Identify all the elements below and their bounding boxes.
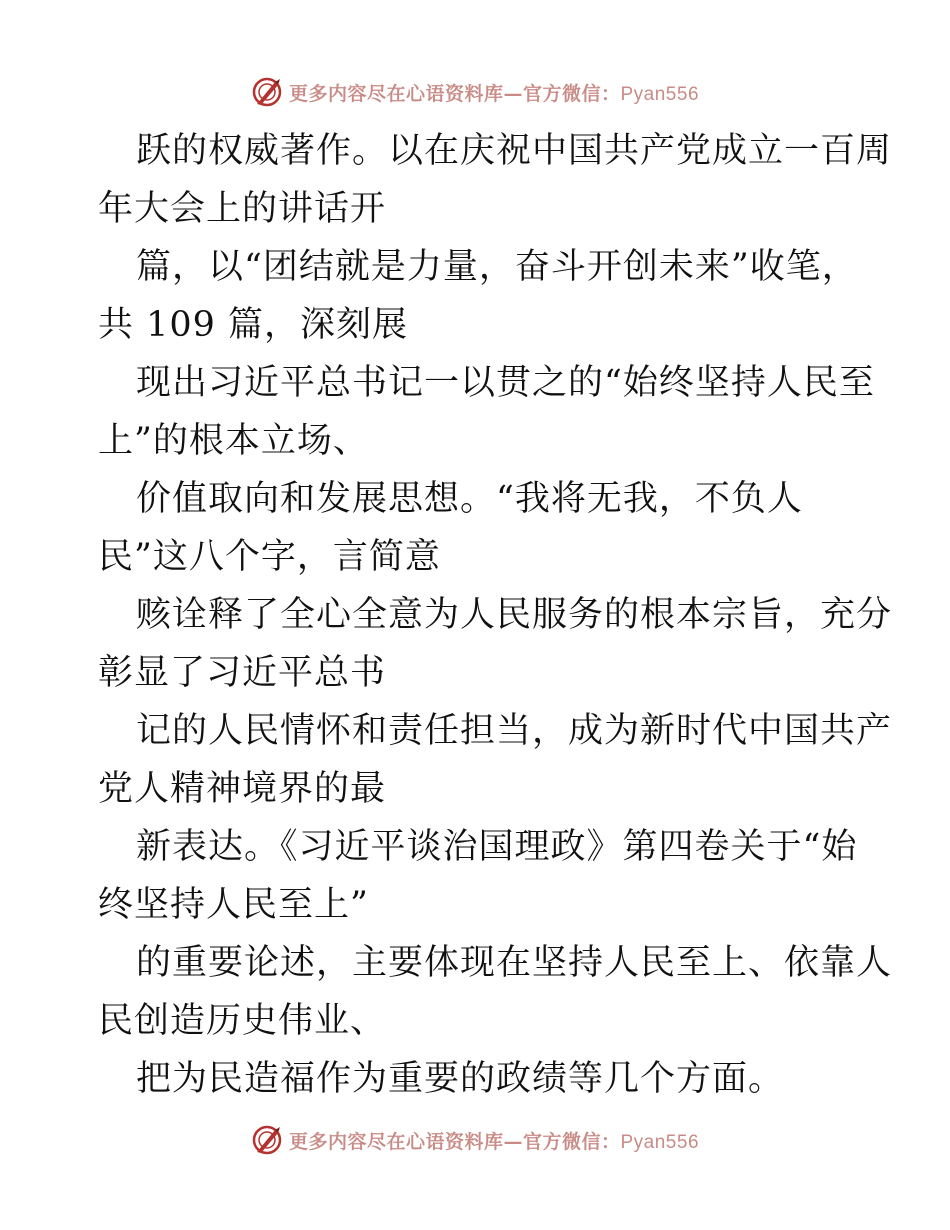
watermark-brand: 更多内容尽在心语资料库 — [288, 82, 504, 105]
text-line: 年大会上的讲话开 — [98, 189, 387, 229]
text-line: 民创造历史伟业、 — [98, 1001, 387, 1041]
quill-logo-icon — [251, 76, 283, 108]
footer-watermark — [0, 1120, 950, 1160]
watermark-wechat-id: Pyan556 — [620, 1131, 700, 1153]
text-line: 篇，以“团结就是力量，奋斗开创未来”收笔， — [136, 247, 858, 287]
text-line: 跃的权威著作。以在庆祝中国共产党成立一百周 — [136, 131, 893, 171]
watermark-brand: 更多内容尽在心语资料库 — [288, 1130, 504, 1153]
watermark-wechat-label: 官方微信： — [522, 82, 621, 105]
text-line: 党人精神境界的最 — [98, 769, 387, 809]
watermark-text — [289, 79, 699, 106]
text-line: 把为民造福作为重要的政绩等几个方面。 — [136, 1059, 785, 1099]
text-line: 的重要论述，主要体现在坚持人民至上、依靠人 — [136, 943, 893, 983]
document-body — [98, 122, 893, 1108]
watermark-dash: — — [503, 1130, 523, 1153]
watermark-wechat-label: 官方微信： — [522, 1130, 621, 1153]
text-line: 彰显了习近平总书 — [98, 653, 387, 693]
text-line: 上”的根本立场、 — [98, 421, 369, 461]
text-line: 民”这八个字，言简意 — [98, 537, 441, 577]
text-line: 共 109 篇，深刻展 — [98, 305, 409, 345]
text-line: 价值取向和发展思想。“我将无我，不负人 — [136, 479, 803, 519]
text-line: 记的人民情怀和责任担当，成为新时代中国共产 — [136, 711, 893, 751]
text-line: 终坚持人民至上” — [98, 885, 369, 925]
header-watermark — [0, 72, 950, 112]
text-line: 现出习近平总书记一以贯之的“始终坚持人民至 — [136, 363, 875, 403]
watermark-text — [289, 1127, 699, 1154]
watermark-dash: — — [503, 82, 523, 105]
text-line: 赅诠释了全心全意为人民服务的根本宗旨，充分 — [136, 595, 893, 635]
watermark-wechat-id: Pyan556 — [620, 83, 700, 105]
text-line: 新表达。《习近平谈治国理政》第四卷关于“始 — [136, 827, 858, 867]
quill-logo-icon — [251, 1124, 283, 1156]
